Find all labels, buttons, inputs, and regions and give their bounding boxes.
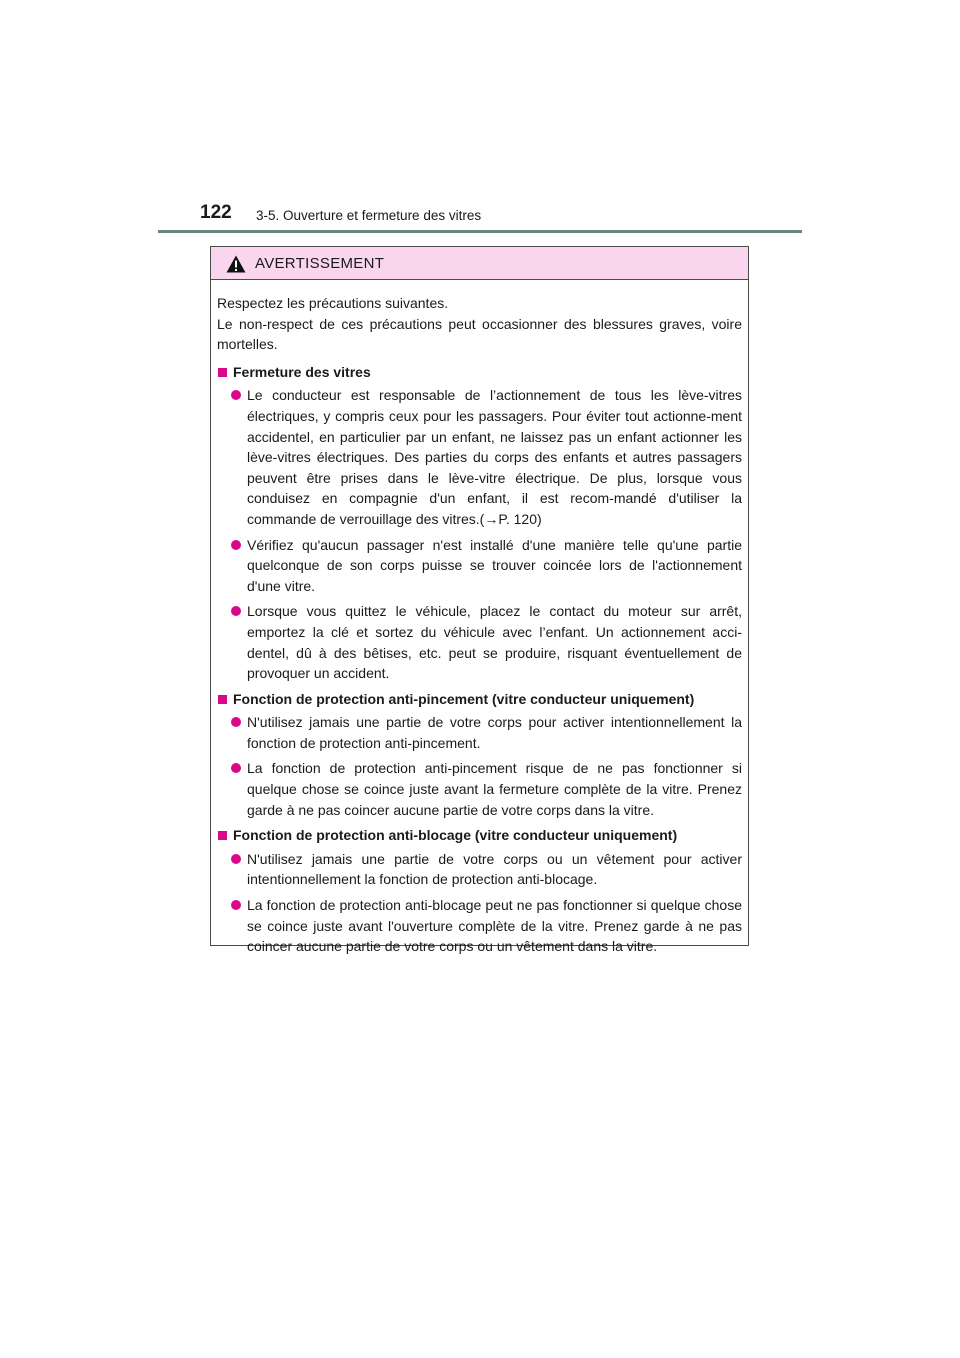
warning-body — [211, 280, 748, 957]
list-item: La fonction de protection anti-blocage peut ne pas fonctionner si quelque chose se coince juste avant l'ouverture complète de la vitre. Prenez garde à ne pas coincer aucune partie de votre corps ou un vêtement dans la vitre. — [217, 895, 742, 957]
intro-line-2: Le non-respect de ces précautions peut occasionner des blessures graves, voire mortelles. — [217, 315, 742, 353]
square-bullet-icon — [218, 695, 227, 704]
bullet-dot-icon — [231, 854, 241, 864]
list-item: N'utilisez jamais une partie de votre corps pour activer intentionnellement la fonction de protection anti-pincement. — [217, 712, 742, 753]
section-title: 3-5. Ouverture et fermeture des vitres — [256, 208, 482, 223]
bullet-dot-icon — [231, 540, 241, 550]
page-header — [158, 200, 802, 236]
intro-line-1: Respectez les précautions suivantes. — [217, 295, 449, 311]
square-bullet-icon — [218, 831, 227, 840]
warning-intro — [217, 293, 742, 355]
warning-title: AVERTISSEMENT — [255, 254, 385, 272]
page-number: 122 — [200, 202, 232, 223]
warning-box — [210, 246, 749, 955]
square-bullet-icon — [218, 368, 227, 377]
section-heading: Fermeture des vitres — [217, 362, 742, 383]
section-heading: Fonction de protection anti-pincement (vitre conducteur uniquement) — [217, 689, 742, 710]
warning-header — [211, 247, 748, 280]
list-item: Lorsque vous quittez le véhicule, placez le contact du moteur sur arrêt, emportez la clé et sortez du véhicule avec l’enfant. Un actionnement acci-dentel, dû à des bêtises, etc. peut se produire, risquant éventuellement de provoquer un accident. — [217, 601, 742, 683]
header-divider — [158, 230, 802, 233]
list-item: Le conducteur est responsable de l’actionnement de tous les lève-vitres électriques, y compris ceux pour les passagers. Pour éviter tout actionne-ment accidentel, en particulier par un enfant, ne laissez pas un enfant actionner les lève-vitres électriques. Des parties du corps des enfants et autres passagers peuvent être prises dans le lève-vitre électrique. De plus, lorsque vous conduisez en compagnie d'un enfant, il est recom-mandé d'utiliser la commande de verrouillage des vitres.(→P. 120) — [217, 385, 742, 529]
warning-triangle-icon — [226, 255, 246, 273]
section-heading: Fonction de protection anti-blocage (vitre conducteur uniquement) — [217, 825, 742, 846]
list-item: Vérifiez qu'aucun passager n'est installé d'une manière telle qu'une partie quelconque de son corps puisse se trouver coincée lors de l'actionnement d'une vitre. — [217, 535, 742, 597]
bullet-dot-icon — [231, 763, 241, 773]
list-item: La fonction de protection anti-pincement risque de ne pas fonctionner si quelque chose se coince juste avant la fermeture complète de la vitre. Prenez garde à ne pas coincer aucune partie de votre corps dans la vitre. — [217, 758, 742, 820]
bullet-dot-icon — [231, 390, 241, 400]
bullet-dot-icon — [231, 900, 241, 910]
bullet-dot-icon — [231, 717, 241, 727]
list-item: N'utilisez jamais une partie de votre corps ou un vêtement pour activer intentionnellement la fonction de protection anti-blocage. — [217, 849, 742, 890]
bullet-dot-icon — [231, 606, 241, 616]
